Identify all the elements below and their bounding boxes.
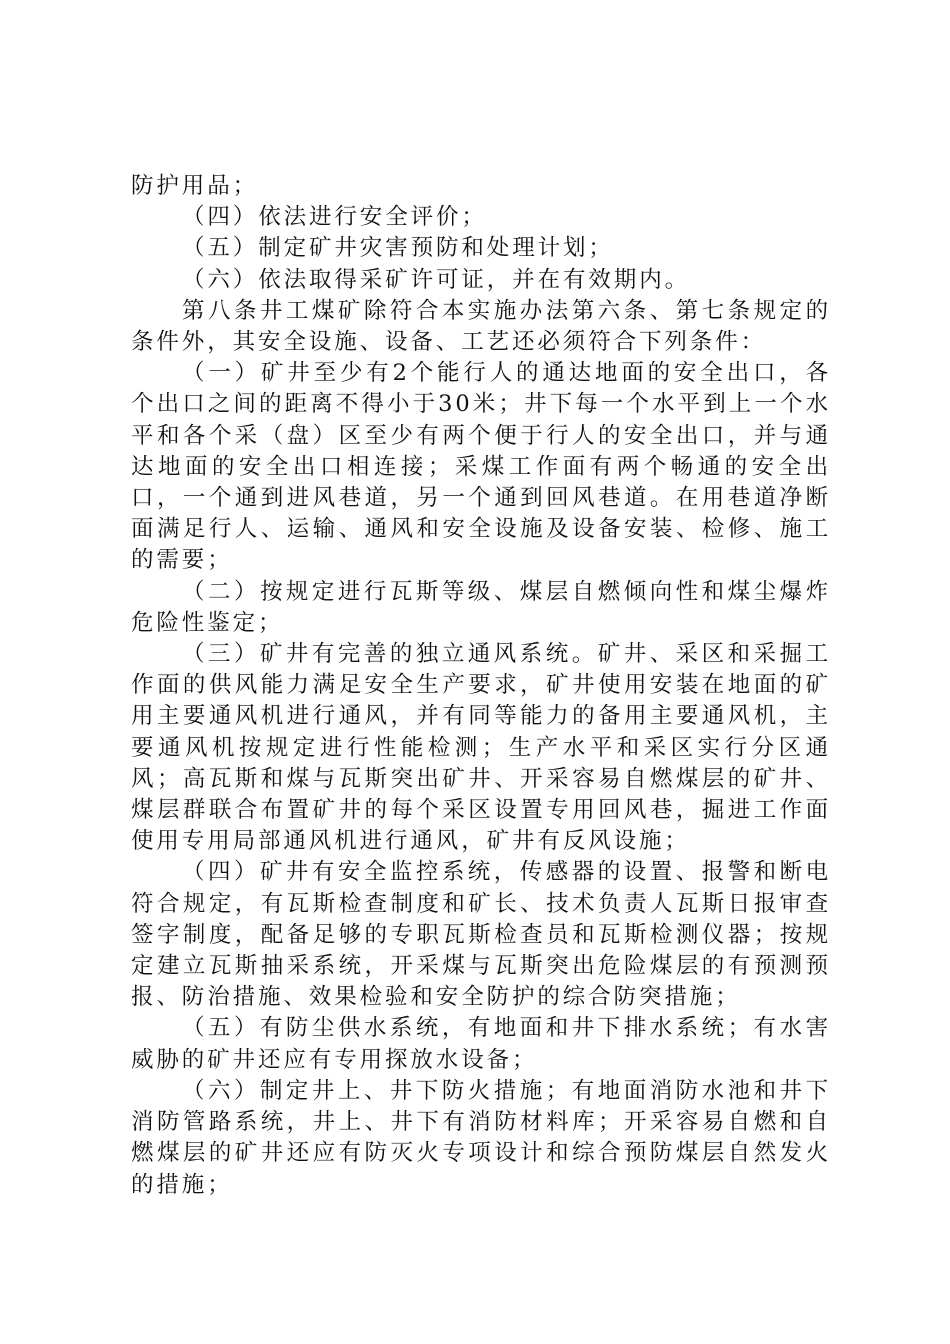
paragraph-item-monitoring: （四）矿井有安全监控系统，传感器的设置、报警和断电符合规定，有瓦斯检查制度和矿长、技术负责人瓦斯日报审查签字制度，配备足够的专职瓦斯检查员和瓦斯检测仪器；按规定建立瓦斯抽采系统，开采煤与瓦斯突出危险煤层的有预测预报、防治措施、效果检验和安全防护的综合防突措施； bbox=[131, 859, 831, 1011]
paragraph-item-ventilation: （三）矿井有完善的独立通风系统。矿井、采区和采掘工作面的供风能力满足安全生产要求，矿井使用安装在地面的矿用主要通风机进行通风，并有同等能力的备用主要通风机，主要通风机按规定进行性能检测；生产水平和采区实行分区通风；高瓦斯和煤与瓦斯突出矿井、开采容易自燃煤层的矿井、煤层群联合布置矿井的每个采区设置专用回风巷，掘进工作面使用专用局部通风机进行通风，矿井有反风设施； bbox=[131, 641, 831, 855]
paragraph-item-gas-grade: （二）按规定进行瓦斯等级、煤层自燃倾向性和煤尘爆炸危险性鉴定； bbox=[131, 578, 831, 636]
paragraph-item-fire-prevention: （六）制定井上、井下防火措施；有地面消防水池和井下消防管路系统，井上、井下有消防材料库；开采容易自燃和自燃煤层的矿井还应有防灭火专项设计和综合预防煤层自然发火的措施； bbox=[131, 1077, 831, 1198]
paragraph-article-eight: 第八条井工煤矿除符合本实施办法第六条、第七条规定的条件外，其安全设施、设备、工艺还必须符合下列条件： bbox=[131, 297, 831, 356]
document-body bbox=[131, 171, 831, 1201]
paragraph-item-safety-exits: （一）矿井至少有2个能行人的通达地面的安全出口，各个出口之间的距离不得小于30米；井下每一个水平到上一个水平和各个采（盘）区至少有两个便于行人的安全出口，并与通达地面的安全出口相连接；采煤工作面有两个畅通的安全出口，一个通到进风巷道，另一个通到回风巷道。在用巷道净断面满足行人、运输、通风和安全设施及设备安装、检修、施工的需要； bbox=[131, 360, 831, 574]
paragraph-safety-evaluation: （四）依法进行安全评价； bbox=[182, 204, 487, 231]
paragraph-disaster-prevention-plan: （五）制定矿井灾害预防和处理计划； bbox=[182, 235, 614, 262]
paragraph-item-dust-water: （五）有防尘供水系统，有地面和井下排水系统；有水害威胁的矿井还应有专用探放水设备； bbox=[131, 1015, 831, 1073]
paragraph-mining-license: （六）依法取得采矿许可证，并在有效期内。 bbox=[182, 266, 691, 293]
paragraph-protective-equipment: 防护用品； bbox=[131, 173, 259, 199]
